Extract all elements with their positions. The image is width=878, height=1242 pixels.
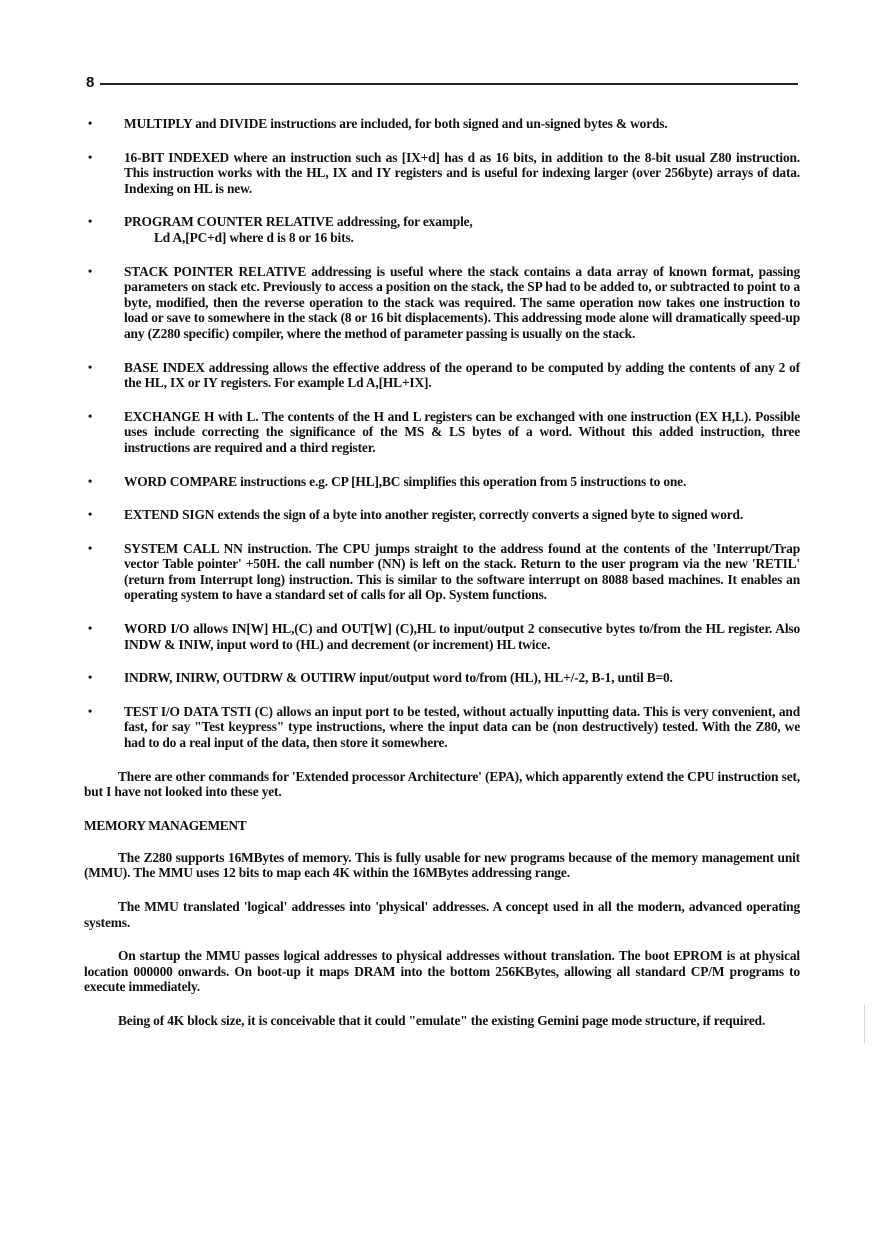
list-item-text: EXCHANGE H with L. The contents of the H and L registers can be exchanged with one instruction (EX H,L). Possible uses include correcting the significance of the MS & LS bytes of a word. Without this added instruction, three instructions are required and a third register. (124, 408, 800, 455)
page-header (86, 74, 798, 94)
list-item-text: STACK POINTER RELATIVE addressing is useful where the stack contains a data array of known format, passing parameters on stack etc. Previously to access a position on the stack, the SP had to be added to, or subtracted to point to a byte, modified, then the reverse operation to the stack was required. The same operation now takes one instruction to load or save to somewhere in the stack (8 or 16 bit displacements). This addressing mode alone will dramatically speed-up any (Z280 specific) compiler, where the method of parameter passing is usually on the stack. (124, 263, 800, 341)
body-paragraph: On startup the MMU passes logical addresses to physical addresses without translation. The boot EPROM is at physical location 000000 onwards. On boot-up it maps DRAM into the bottom 256KBytes, allowing all standard CP/M programs to execute immediately. (84, 948, 800, 995)
bullet-icon: • (88, 263, 93, 278)
list-item (84, 621, 800, 652)
body-paragraph: The MMU translated 'logical' addresses into 'physical' addresses. A concept used in all the modern, advanced operating systems. (84, 899, 800, 930)
bullet-icon: • (88, 359, 93, 374)
list-item-text: INDRW, INIRW, OUTDRW & OUTIRW input/output word to/from (HL), HL+/-2, B-1, until B=0. (124, 670, 673, 686)
bullet-icon: • (88, 149, 93, 164)
list-item (84, 704, 800, 751)
list-item (84, 670, 800, 686)
list-item (84, 507, 800, 523)
bullet-icon: • (88, 408, 93, 423)
bullet-icon: • (88, 473, 93, 488)
page-content (84, 116, 800, 1047)
section-heading: MEMORY MANAGEMENT (84, 817, 247, 833)
body-paragraph: Being of 4K block size, it is conceivable that it could "emulate" the existing Gemini page mode structure, if required. (118, 1012, 766, 1028)
page-number: 8 (86, 74, 95, 91)
list-item-text: SYSTEM CALL NN instruction. The CPU jumps straight to the address found at the contents of the 'Interrupt/Trap vector Table pointer' +50H. the call number (NN) is left on the stack. Return to the user program via the new 'RETIL' (return from Interrupt long) instruction. This is similar to the software interrupt on 8088 based machines. It enables an operating system to have a standard set of calls for all Op. System functions. (124, 540, 800, 603)
feature-list (84, 116, 800, 751)
list-item (84, 214, 800, 245)
code-example: Ld A,[PC+d] where d is 8 or 16 bits. (154, 229, 354, 245)
bullet-icon: • (88, 703, 93, 718)
list-item (84, 541, 800, 603)
list-item (84, 150, 800, 197)
bullet-icon: • (88, 670, 93, 685)
bullet-icon: • (88, 507, 93, 522)
list-item-text: BASE INDEX addressing allows the effective address of the operand to be computed by adding the contents of any 2 of the HL, IX or IY registers. For example Ld A,[HL+IX]. (124, 359, 800, 391)
list-item (84, 474, 800, 490)
bullet-icon: • (88, 540, 93, 555)
list-item-text: 16-BIT INDEXED where an instruction such as [IX+d] has d as 16 bits, in addition to the 8-bit usual Z80 instruction. This instruction works with the HL, IX and IY registers and is useful for indexing larger (over 256byte) arrays of data. Indexing on HL is new. (124, 149, 800, 196)
scan-margin-mark (864, 1005, 865, 1043)
bullet-icon: • (88, 621, 93, 636)
bullet-icon: • (88, 116, 93, 130)
list-item-text: EXTEND SIGN extends the sign of a byte into another register, correctly converts a signed byte to signed word. (124, 507, 744, 523)
list-item-text: MULTIPLY and DIVIDE instructions are included, for both signed and un-signed bytes & words. (124, 116, 668, 131)
body-paragraph: The Z280 supports 16MBytes of memory. This is fully usable for new programs because of the memory management unit (MMU). The MMU uses 12 bits to map each 4K within the 16MBytes addressing range. (84, 849, 800, 881)
list-item (84, 264, 800, 342)
list-item (84, 360, 800, 391)
bullet-icon: • (88, 214, 93, 229)
list-item-text: WORD I/O allows IN[W] HL,(C) and OUT[W] (C),HL to input/output 2 consecutive bytes to/from the HL register. Also INDW & INIW, input word to (HL) and decrement (or increment) HL twice. (124, 621, 800, 652)
list-item-text: WORD COMPARE instructions e.g. CP [HL],BC simplifies this operation from 5 instructions to one. (124, 473, 687, 489)
epa-paragraph: There are other commands for 'Extended processor Architecture' (EPA), which apparently extend the CPU instruction set, but I have not looked into these yet. (84, 768, 800, 800)
list-item-text: PROGRAM COUNTER RELATIVE addressing, for example, (124, 214, 473, 230)
list-item-text: TEST I/O DATA TSTI (C) allows an input port to be tested, without actually inputting data. This is very convenient, and fast, for say "Test keypress" type instructions, where the input data can be (non destructively) tested. With the Z80, we had to do a real input of the data, then store it somewhere. (124, 703, 800, 751)
list-item (84, 409, 800, 456)
header-rule (100, 83, 798, 85)
list-item (84, 116, 800, 132)
